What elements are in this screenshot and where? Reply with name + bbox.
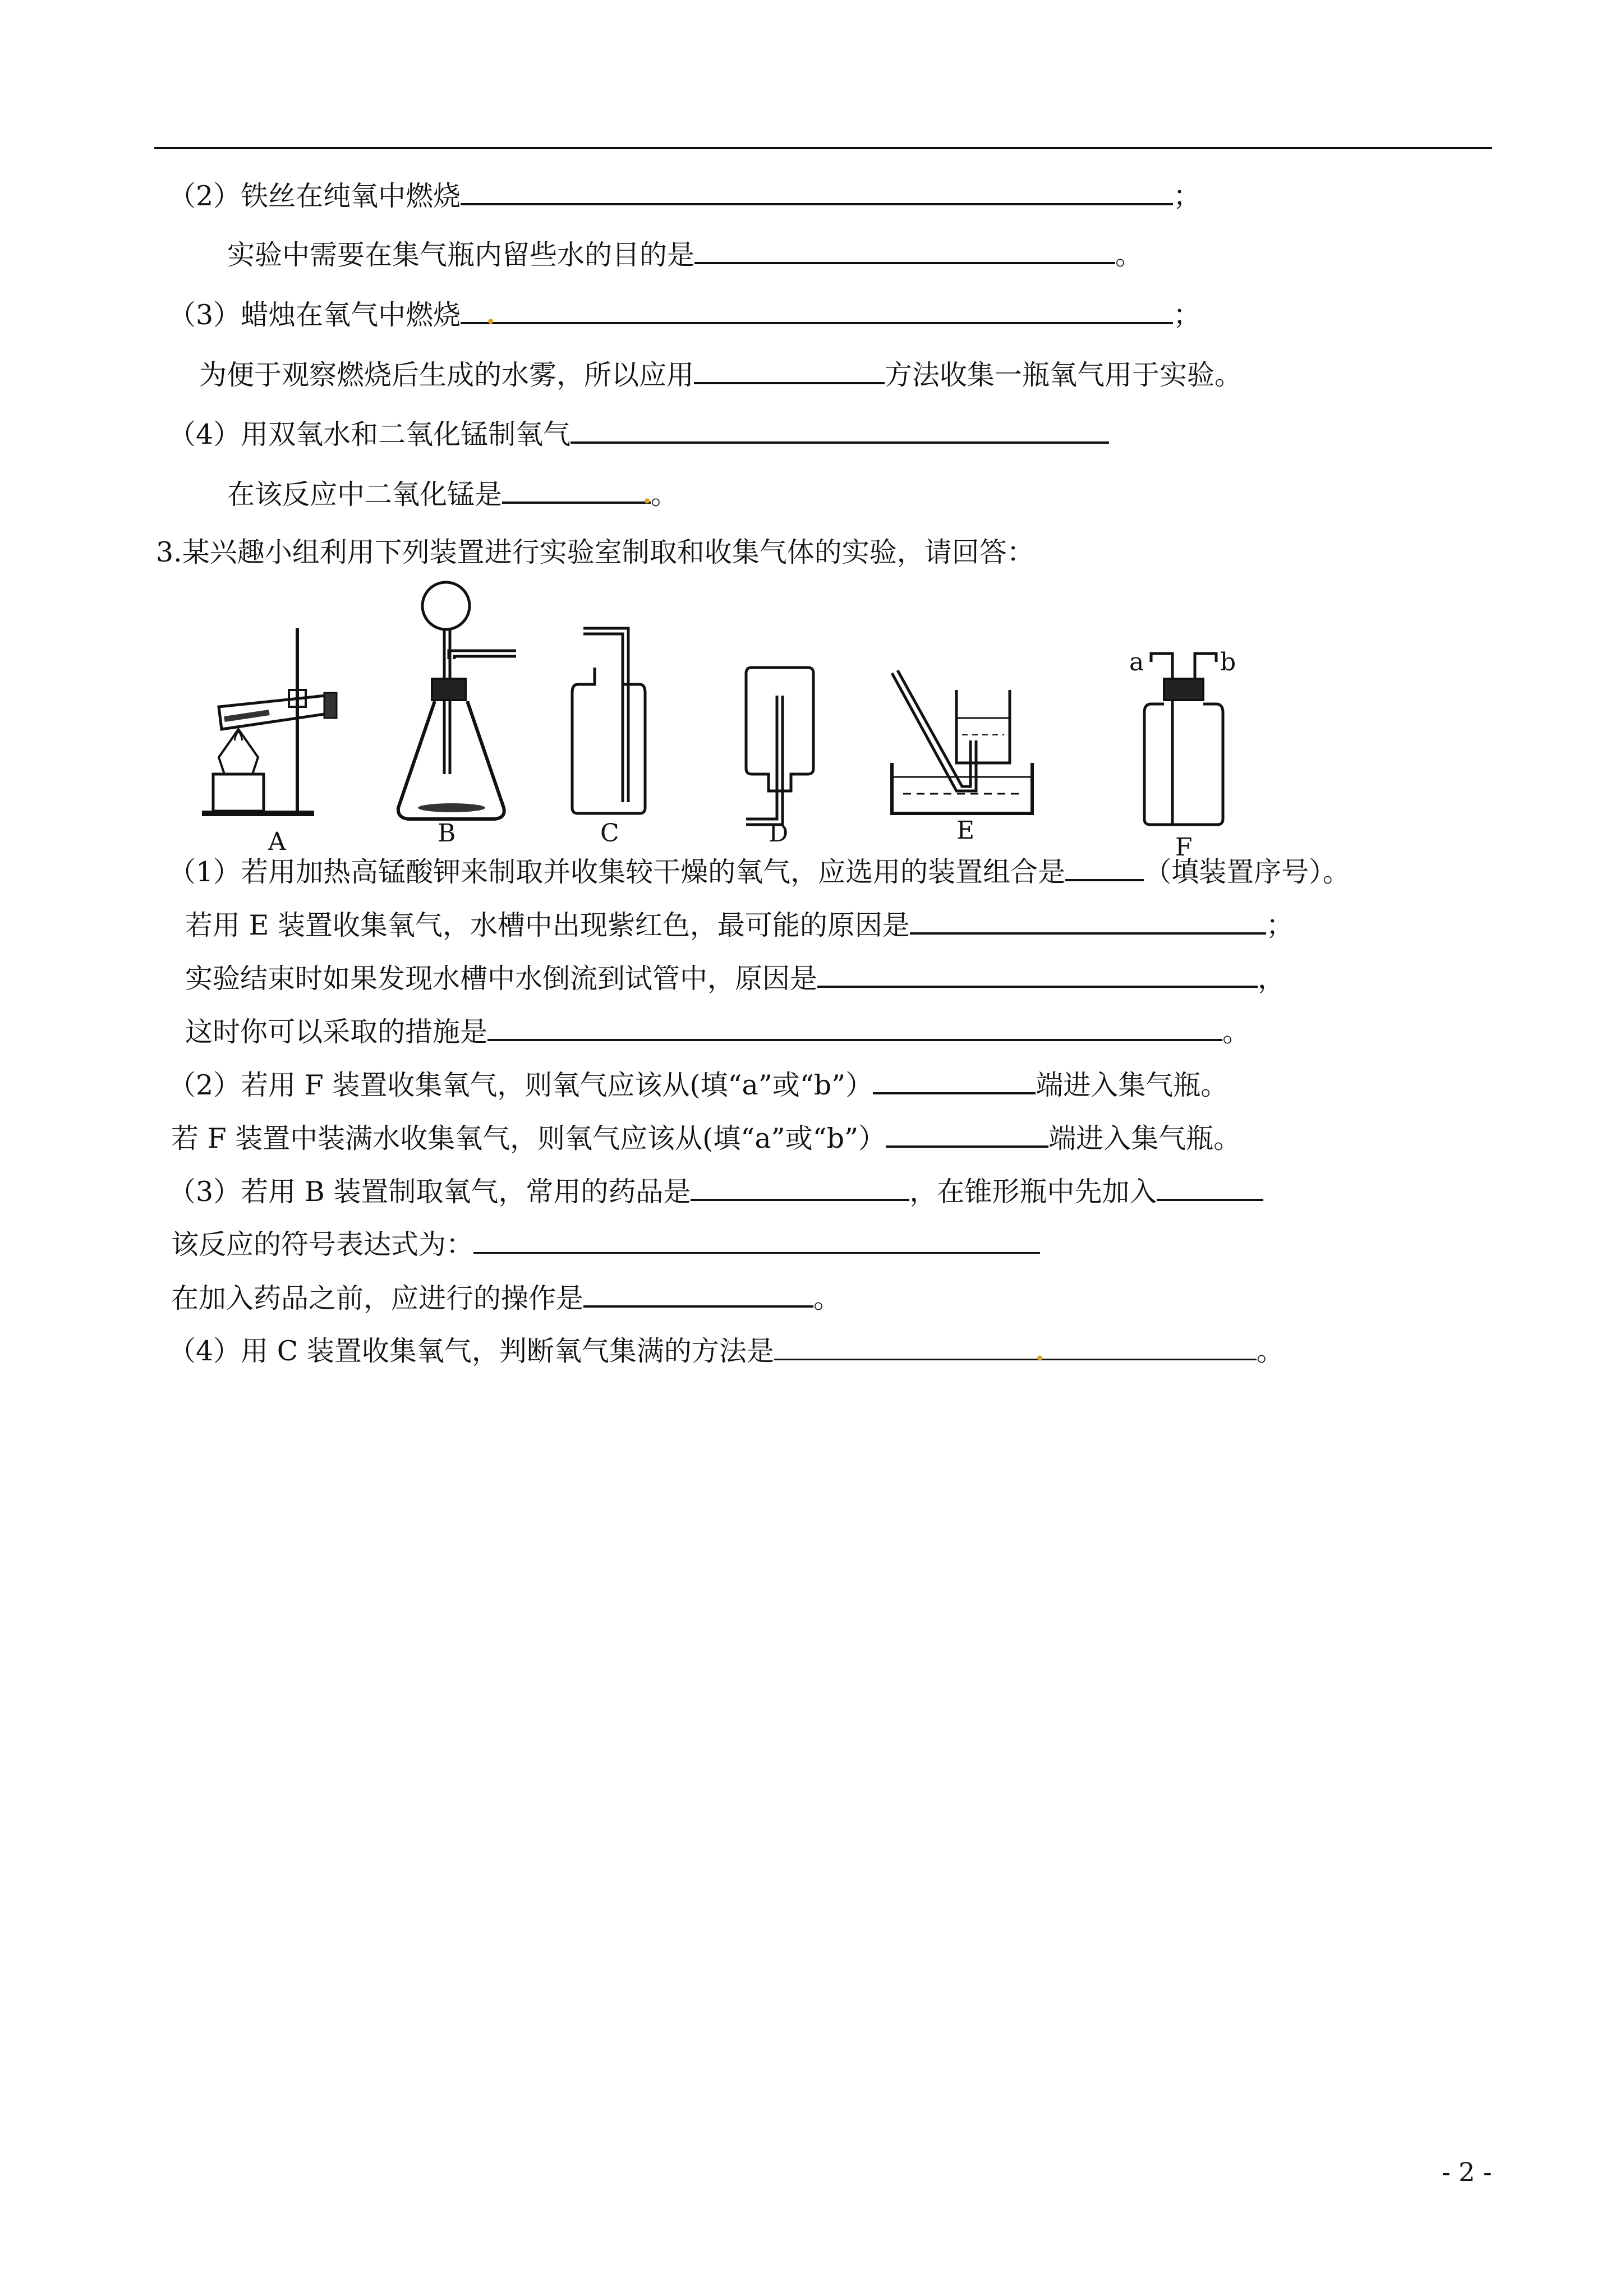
q2-item-2-water — [227, 237, 1143, 272]
q3-s1-e-end: ； — [1266, 909, 1294, 941]
q3-s3-eq-blank[interactable] — [473, 1227, 1040, 1254]
q2-item-3-mist-blank[interactable] — [694, 357, 885, 384]
apparatus-label-a: A — [268, 827, 286, 856]
q2-item-4-text: （4）用双氧水和二氧化锰制氧气 — [168, 418, 571, 450]
q3-s1-e-blank[interactable] — [910, 908, 1266, 935]
q3-s1-blank[interactable] — [1065, 854, 1144, 881]
q2-item-3-mist — [199, 357, 1242, 392]
q3-s4-text: （4）用 C 装置收集氧气，判断氧气集满的方法是 — [168, 1335, 774, 1367]
port-label-b: b — [1220, 648, 1236, 677]
q3-s1-measure-text: 这时你可以采取的措施是 — [185, 1016, 488, 1048]
q2-item-4-blank[interactable] — [571, 417, 1109, 444]
q3-s2-suffix: 端进入集气瓶。 — [1036, 1069, 1229, 1101]
q3-s3-text: （3）若用 B 装置制取氧气，常用的药品是 — [168, 1176, 691, 1208]
q3-s3-flask-blank[interactable] — [1157, 1174, 1263, 1201]
q3-s3-op-text: 在加入药品之前，应进行的操作是 — [171, 1282, 584, 1314]
q2-item-2-end: ； — [1173, 180, 1201, 212]
q2-item-4 — [168, 417, 1109, 452]
apparatus-f-two-port-bottle — [1129, 648, 1236, 825]
q2-item-3-blank[interactable]: . — [461, 297, 1173, 324]
q3-s1 — [168, 854, 1350, 889]
apparatus-label-c: C — [600, 819, 619, 848]
apparatus-label-e: E — [956, 816, 975, 845]
apparatus-label-f: F — [1175, 833, 1193, 862]
apparatus-d-inverted-bottle — [746, 668, 813, 825]
q3-s1-text: （1）若用加热高锰酸钾来制取并收集较干燥的氧气，应选用的装置组合是 — [168, 856, 1066, 888]
q2-item-4-mno2-text: 在该反应中二氧化锰是 — [227, 478, 503, 510]
apparatus-label-d: D — [769, 819, 789, 848]
q3-s4-blank[interactable]: . — [774, 1334, 1257, 1360]
q3-s2-water-text: 若 F 装置中装满水收集氧气，则氧气应该从(填“a”或“b”） — [171, 1122, 886, 1154]
q2-item-3-end: ； — [1173, 299, 1201, 331]
q3-s3-op — [171, 1281, 841, 1315]
q3-s2-water-blank[interactable] — [886, 1121, 1048, 1148]
q3-s2-text: （2）若用 F 装置收集氧气，则氧气应该从(填“a”或“b”） — [168, 1069, 873, 1101]
q3-s1-back-text: 实验结束时如果发现水槽中水倒流到试管中，原因是 — [185, 963, 818, 995]
q3-s1-e-text: 若用 E 装置收集氧气，水槽中出现紫红色，最可能的原因是 — [185, 909, 910, 941]
q3-s3-eq — [171, 1227, 1040, 1262]
q3-s1-measure — [185, 1014, 1250, 1049]
header-rule — [154, 147, 1492, 149]
apparatus-a-heating-setup — [202, 628, 337, 813]
page-number: - 2 - — [1442, 2157, 1492, 2187]
q3-s2-blank[interactable] — [873, 1068, 1036, 1094]
q3-s2 — [168, 1068, 1228, 1102]
apparatus-b-conical-flask — [398, 582, 516, 819]
q3-s4 — [168, 1334, 1284, 1368]
q3-s3 — [168, 1174, 1263, 1209]
q2-item-4-mno2 — [227, 477, 678, 512]
q2-item-2 — [168, 178, 1200, 213]
port-label-a: a — [1129, 648, 1144, 677]
apparatus-e-water-trough — [892, 670, 1032, 813]
q3-intro: 3.某兴趣小组利用下列装置进行实验室制取和收集气体的实验，请回答： — [156, 536, 1034, 568]
q3-s4-end: 。 — [1256, 1335, 1284, 1367]
q3-s1-measure-end: 。 — [1222, 1016, 1250, 1048]
q3-s2-water-suffix: 端进入集气瓶。 — [1048, 1122, 1241, 1154]
q3-s3-eq-text: 该反应的符号表达式为： — [171, 1228, 474, 1260]
q3-s2-water — [171, 1121, 1241, 1156]
q3-s3-mid: ，在锥形瓶中先加入 — [909, 1176, 1157, 1208]
q2-item-2-water-text: 实验中需要在集气瓶内留些水的目的是 — [227, 239, 695, 271]
q3-s3-op-blank[interactable] — [583, 1281, 813, 1308]
q2-item-3-text: （3）蜡烛在氧气中燃烧 — [168, 299, 461, 331]
q3-s1-back — [185, 961, 1285, 996]
q2-item-3-mist-suffix: 方法收集一瓶氧气用于实验。 — [885, 359, 1243, 391]
q2-item-4-mno2-blank[interactable]: . — [502, 477, 651, 504]
q2-item-2-blank[interactable] — [461, 178, 1173, 205]
q2-item-3-mist-text: 为便于观察燃烧后生成的水雾，所以应用 — [199, 359, 694, 391]
q2-item-2-water-end: 。 — [1115, 239, 1143, 271]
q3-s1-measure-blank[interactable] — [487, 1014, 1222, 1041]
q2-item-2-water-blank[interactable] — [694, 237, 1115, 264]
q3-s1-suffix: （填装置序号）。 — [1144, 856, 1350, 888]
q2-item-2-text: （2）铁丝在纯氧中燃烧 — [168, 180, 461, 212]
q2-item-4-mno2-end: 。 — [651, 478, 679, 510]
q3-s1-back-blank[interactable] — [817, 961, 1258, 988]
q3-s1-e — [185, 908, 1294, 942]
apparatus-c-gas-bottle — [572, 628, 645, 813]
q3-s3-op-end: 。 — [813, 1282, 841, 1314]
q3-s3-drug-blank[interactable] — [691, 1174, 909, 1201]
apparatus-label-b: B — [438, 819, 456, 848]
q3-s1-back-end: ， — [1258, 963, 1286, 995]
q2-item-3 — [168, 297, 1200, 332]
apparatus-figure — [185, 572, 1285, 864]
